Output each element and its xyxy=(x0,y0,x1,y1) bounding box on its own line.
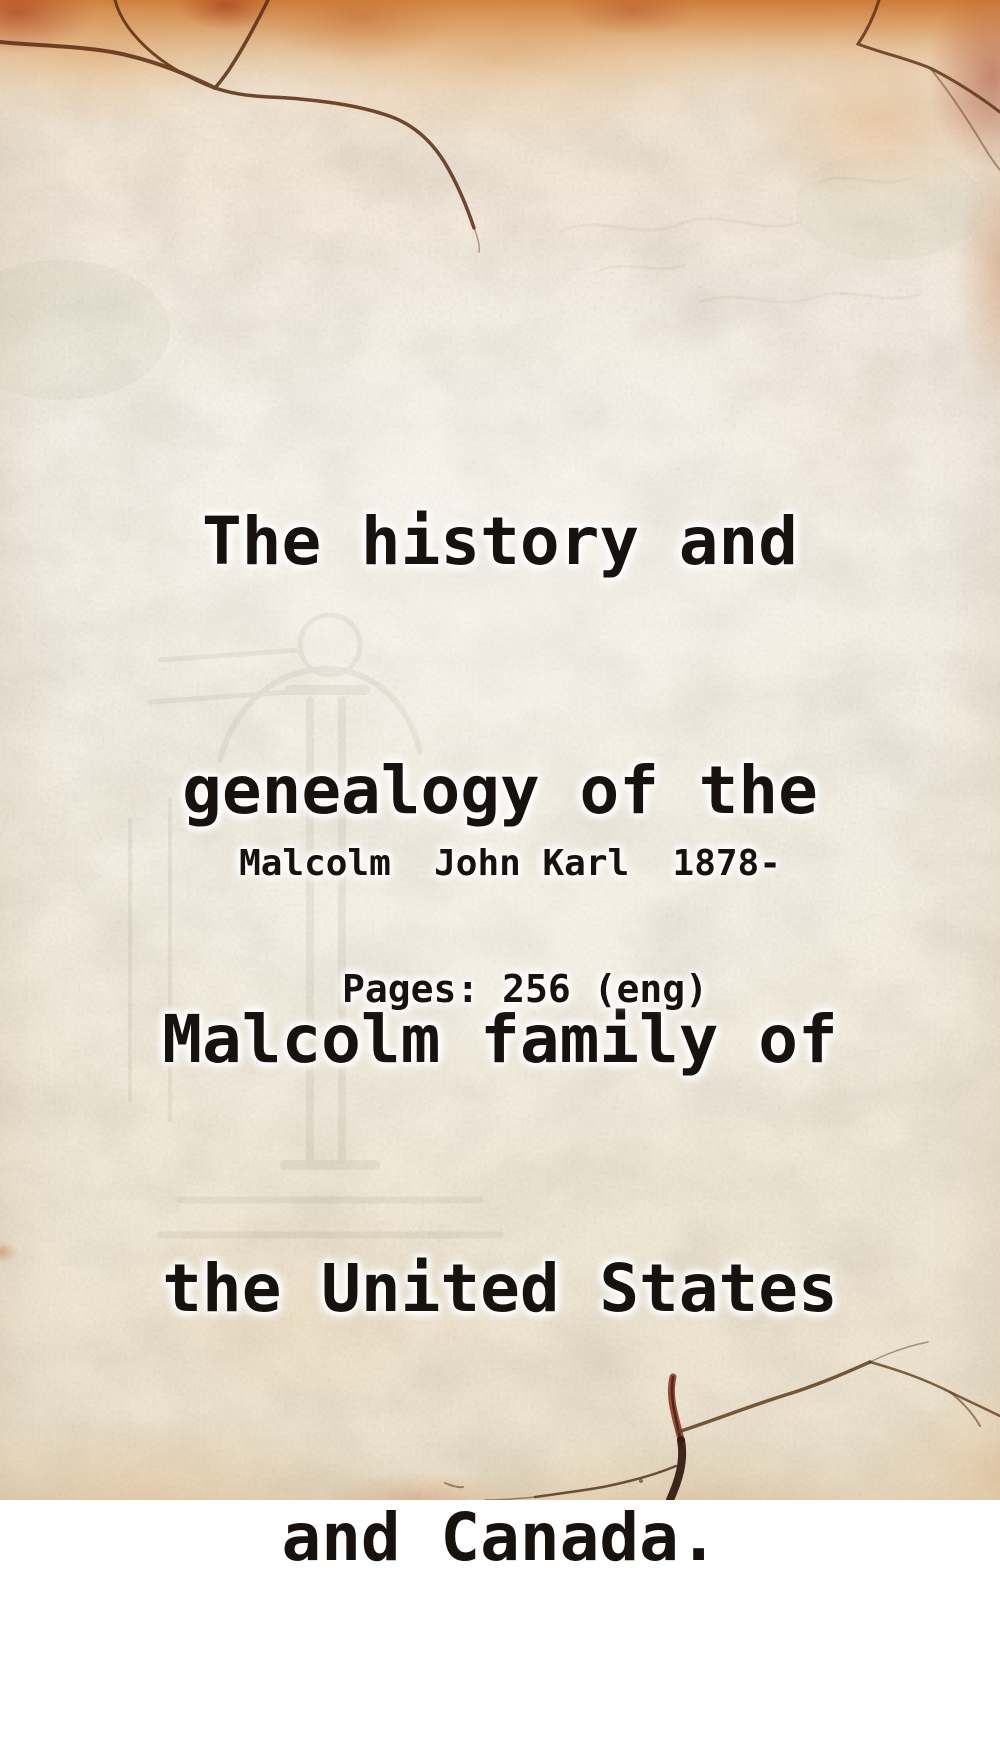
title-line-1: The history and xyxy=(201,503,799,580)
title-line-3: Malcolm family of xyxy=(162,1001,838,1078)
pages-info: Pages: 256 (eng) xyxy=(341,967,709,1011)
title-line-5: and Canada. xyxy=(281,1499,719,1576)
book-title xyxy=(0,334,1000,1745)
title-line-4: the United States xyxy=(162,1250,838,1327)
author-line: Malcolm John Karl 1878- xyxy=(239,843,781,884)
title-line-2: genealogy of the xyxy=(182,752,818,829)
